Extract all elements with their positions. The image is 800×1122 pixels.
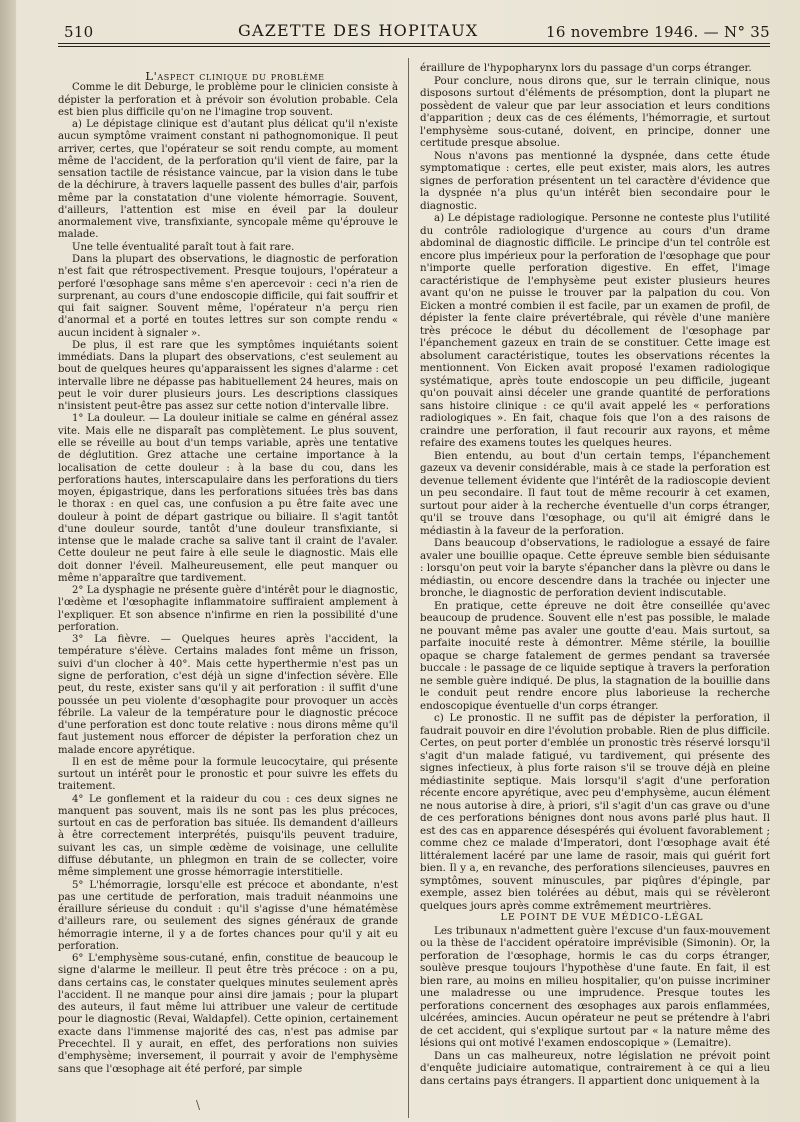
- paragraph: c) Le pronostic. Il ne suffit pas de dépister la perforation, il faudrait pouvoir en dire l'évolution probable. Rien de plus difficile. Certes, on peut porter d'emblée un pronostic très réservé lorsqu'il s'agit d'un malade fatigué, vu tardivement, qui présente des signes infectieux, à plus forte raison s'il se trouve déjà en pleine médiastinite septique. Mais lorsqu'il s'agit d'une perforation récente encore apyrétique, avec peu d'emphysème, aucun élément ne nous autorise à dire, à priori, s'il s'agit d'un cas grave ou d'une de ces perforations bénignes dont nous avons parlé plus haut. Il est des cas en apparence désespérés qui évoluent favorablement ; comme chez ce malade d'Imperatori, dont l'œsophage avait été littéralement lacéré par une lame de rasoir, mais qui guérit fort bien. Il y a, en revanche, des perforations silencieuses, pauvres en symptômes, souvent minuscules, par piqûres d'épingle, par exemple, assez bien tolérées au début, mais qui se révèleront quelques jours après comme extrêmement meurtrières.: [420, 712, 770, 912]
- paragraph: éraillure de l'hypopharynx lors du passage d'un corps étranger.: [420, 62, 752, 74]
- footer-mark: \: [196, 1098, 201, 1112]
- left-column: [58, 70, 398, 1076]
- paragraph: Les tribunaux n'admettent guère l'excuse d'un faux-mouvement ou la thèse de l'accident opératoire imprévisible (Simonin). Or, la perforation de l'œsophage, hormis le cas du corps étranger, soulève presque toujours l'hypothèse d'une faute. En fait, il est bien rare, au moins en milieu hospitalier, qu'on puisse incriminer une maladresse ou une imprudence. Presque toutes les perforations concernent des œsophages aux parois enflammées, ulcérées, amincies. Aucun opérateur ne peut se prétendre à l'abri de cet accident, qui s'explique surtout par « la nature même des lésions qui ont motivé l'examen endoscopique » (Lemaitre).: [420, 924, 770, 1049]
- paragraph: 1° La douleur. — La douleur initiale se calme en général assez vite. Mais elle ne disparaît pas complètement. Le plus souvent, elle se réveille au bout d'un temps variable, après une tentative de déglutition. Grez attache une certaine importance à la localisation de cette douleur : à la base du cou, dans les perforations hautes, interscapulaire dans les perforations du tiers moyen, épigastrique, dans les perforations situées très bas dans le thorax : en quel cas, une confusion a pu être faite avec une douleur à point de départ gastrique ou biliaire. Il s'agit tantôt d'une douleur sourde, tantôt d'une douleur transfixiante, si intense que le malade crache sa salive tant il craint de l'avaler. Cette douleur ne peut faire à elle seule le diagnostic. Mais elle doit donner l'éveil. Malheureusement, elle peut manquer ou même n'apparaître que tardivement.: [58, 413, 398, 584]
- running-header: [58, 16, 770, 46]
- section-title-clinical: L'aspect clinique du problème: [145, 69, 325, 83]
- paragraph: 2° La dysphagie ne présente guère d'intérêt pour le diagnostic, l'œdème et l'œsophagite inflammatoire suffiraient amplement à l'expliquer. Et son absence n'infirme en rien la possibilité d'une perforation.: [58, 585, 398, 633]
- journal-title: GAZETTE DES HOPITAUX: [238, 21, 479, 40]
- paragraph: Bien entendu, au bout d'un certain temps, l'épanchement gazeux va devenir considérable, mais à ce stade la perforation est devenue tellement évidente que l'intérêt de la radioscopie devient un peu secondaire. Il faut tout de même recourir à cet examen, surtout pour aider à la recherche éventuelle d'un corps étranger, qu'il se trouve dans l'œsophage, ou qu'il ait émigré dans le médiastin à la faveur de la perforation.: [420, 449, 770, 537]
- paragraph: Il en est de même pour la formule leucocytaire, qui présente surtout un intérêt pour le pronostic et pour suivre les effets du traitement.: [58, 756, 398, 793]
- paragraph: 5° L'hémorragie, lorsqu'elle est précoce et abondante, n'est pas une certitude de perforation, mais traduit néanmoins une éraillure sérieuse du conduit : qu'il s'agisse d'une hématémèse d'ailleurs rare, ou seulement des signes généraux de grande hémorragie interne, il y a de fortes chances pour qu'il y ait eu perforation.: [58, 879, 398, 952]
- page-binding-edge: [0, 0, 16, 1122]
- paragraph: a) Le dépistage radiologique. Personne ne conteste plus l'utilité du contrôle radiologique d'urgence au cours d'un drame abdominal de diagnostic difficile. Le principe d'un tel contrôle est encore plus impérieux pour la perforation de l'œsophage que pour n'importe quelle perforation digestive. En effet, l'image caractéristique de l'emphysème peut exister plusieurs heures avant qu'on ne puisse le trouver par la palpation du cou. Von Eicken a montré combien il est facile, par un examen de profil, de dépister la fente claire prévertébrale, qui révèle d'une manière très précoce le début du décollement de l'œsophage par l'épanchement gazeux en train de se constituer. Cette image est absolument caractéristique, toutes les observations récentes la mentionnent. Von Eicken avait proposé l'examen radiologique systématique, après toute endoscopie un peu difficile, jugeant qu'on pouvait ainsi déceler une grande quantité de perforations sans histoire clinique : ce qu'il avait appelé les « perforations radiologiques ». En fait, chaque fois que l'on a des raisons de craindre une perforation, il faut recourir aux rayons, et même refaire des examens toutes les quelques heures.: [420, 212, 770, 449]
- paragraph: Pour conclure, nous dirons que, sur le terrain clinique, nous disposons surtout d'éléments de présomption, dont la plupart ne possèdent de valeur que par leur association et leurs conditions d'apparition ; deux cas de ces éléments, l'hémorragie, et surtout l'emphysème sous-cutané, doivent, en principe, donner une certitude presque absolue.: [420, 74, 770, 149]
- paragraph: En pratique, cette épreuve ne doit être conseillée qu'avec beaucoup de prudence. Souvent elle n'est pas possible, le malade ne pouvant même pas avaler une goutte d'eau. Mais surtout, sa parfaite inocuité reste à démontrer. Même stérile, la bouillie opaque se charge fatalement de germes pendant sa traversée buccale : le passage de ce liquide septique à travers la perforation ne semble guère indiqué. De plus, la stagnation de la bouillie dans le conduit peut rendre encore plus laborieuse la recherche endoscopique éventuelle d'un corps étranger.: [420, 599, 770, 712]
- paragraph: 4° Le gonflement et la raideur du cou : ces deux signes ne manquent pas souvent, mais ils ne sont pas les plus précoces, surtout en cas de perforation bas située. Ils demandent d'ailleurs à être correctement interprétés, puisqu'ils peuvent traduire, suivant les cas, un simple œdème de voisinage, une cellulite diffuse débutante, un phlegmon en train de se collecter, voire même simplement une grosse hémorragie interstitielle.: [58, 793, 398, 879]
- paragraph: a) Le dépistage clinique est d'autant plus délicat qu'il n'existe aucun symptôme vraiment constant ni pathognomonique. Il peut arriver, certes, que l'opérateur se soit rendu compte, au moment même de l'accident, de la perforation qu'il vient de faire, par la sensation tactile de résistance vaincue, par la vision dans le tube de la déchirure, à travers laquelle passent des bulles d'air, parfois même par la constatation d'une violente hémorragie. Souvent, d'ailleurs, l'attention est mise en éveil par la douleur anormalement vive, transfixiante, syncopale même qu'éprouve le malade.: [58, 119, 398, 241]
- page-number: 510: [64, 23, 94, 41]
- paragraph: 6° L'emphysème sous-cutané, enfin, constitue de beaucoup le signe d'alarme le meilleur. Il peut être très précoce : on a pu, dans certains cas, le constater quelques minutes seulement après l'accident. Il ne manque pour ainsi dire jamais ; pour la plupart des auteurs, il faut même lui attribuer une valeur de certitude pour le diagnostic (Revai, Waldapfel). Cette opinion, certainement exacte dans l'immense majorité des cas, n'est pas admise par Precechtel. Il y aurait, en effet, des perforations non suivies d'emphysème; inversement, il pourrait y avoir de l'emphysème sans que l'œsophage ait été perforé, par simple: [58, 953, 398, 1075]
- paragraph: Nous n'avons pas mentionné la dyspnée, dans cette étude symptomatique : certes, elle peut exister, mais alors, les autres signes de perforation présentent un tel caractère d'évidence que la dyspnée n'a plus qu'un intérêt bien secondaire pour le diagnostic.: [420, 149, 770, 212]
- paragraph: Dans un cas malheureux, notre législation ne prévoit point d'enquête judiciaire automatique, contrairement à ce qui a lieu dans certains pays étrangers. Il appartient donc uniquement à la: [420, 1049, 770, 1087]
- paragraph: Une telle éventualité paraît tout à fait rare.: [72, 241, 295, 253]
- section-title-medicolegal: LE POINT DE VUE MÉDICO-LÉGAL: [500, 912, 704, 923]
- right-column: [420, 62, 770, 1087]
- paragraph: Dans la plupart des observations, le diagnostic de perforation n'est fait que rétrospectivement. Presque toujours, l'opérateur a perforé l'œsophage sans même s'en apercevoir : ceci n'a rien de surprenant, au cours d'une endoscopie difficile, qui fait souffrir et qui fait saigner. Souvent même, l'opérateur n'a perçu rien d'anormal et a porté en toutes lettres sur son compte rendu « aucun incident à signaler ».: [58, 253, 398, 339]
- issue-date: 16 novembre 1946. — N° 35: [546, 23, 770, 41]
- column-divider: [408, 58, 409, 1118]
- header-rule-bottom: [58, 46, 770, 47]
- paragraph: Comme le dit Deburge, le problème pour le clinicien consiste à dépister la perforation et à prévoir son évolution probable. Cela est bien plus difficile qu'on ne l'imagine trop souvent.: [58, 82, 398, 118]
- header-rule-top: [58, 43, 770, 44]
- paragraph: 3° La fièvre. — Quelques heures après l'accident, la température s'élève. Certains malades font même un frisson, suivi d'un clocher à 40°. Mais cette hyperthermie n'est pas un signe de perforation, c'est déjà un signe d'infection sévère. Elle peut, du reste, exister sans qu'il y ait perforation : il suffit d'une poussée un peu violente d'œsophagite pour provoquer un accès fébrile. La valeur de la température pour le diagnostic précoce d'une perforation est donc toute relative : nous dirons même qu'il faut justement nous efforcer de dépister la perforation chez un malade encore apyrétique.: [58, 634, 398, 756]
- paragraph: Dans beaucoup d'observations, le radiologue a essayé de faire avaler une bouillie opaque. Cette épreuve semble bien séduisante : lorsqu'on peut voir la baryte s'épancher dans la plèvre ou dans le médiastin, ou encore descendre dans la trachée ou injecter une bronche, le diagnostic de perforation devient indiscutable.: [420, 537, 770, 599]
- paragraph: De plus, il est rare que les symptômes inquiétants soient immédiats. Dans la plupart des observations, c'est seulement au bout de quelques heures qu'apparaissent les signes d'alarme : cet intervalle libre ne dépasse pas habituellement 24 heures, mais on peut le voir durer plusieurs jours. Les descriptions classiques n'insistent peut-être pas assez sur cette notion d'intervalle libre.: [58, 339, 398, 413]
